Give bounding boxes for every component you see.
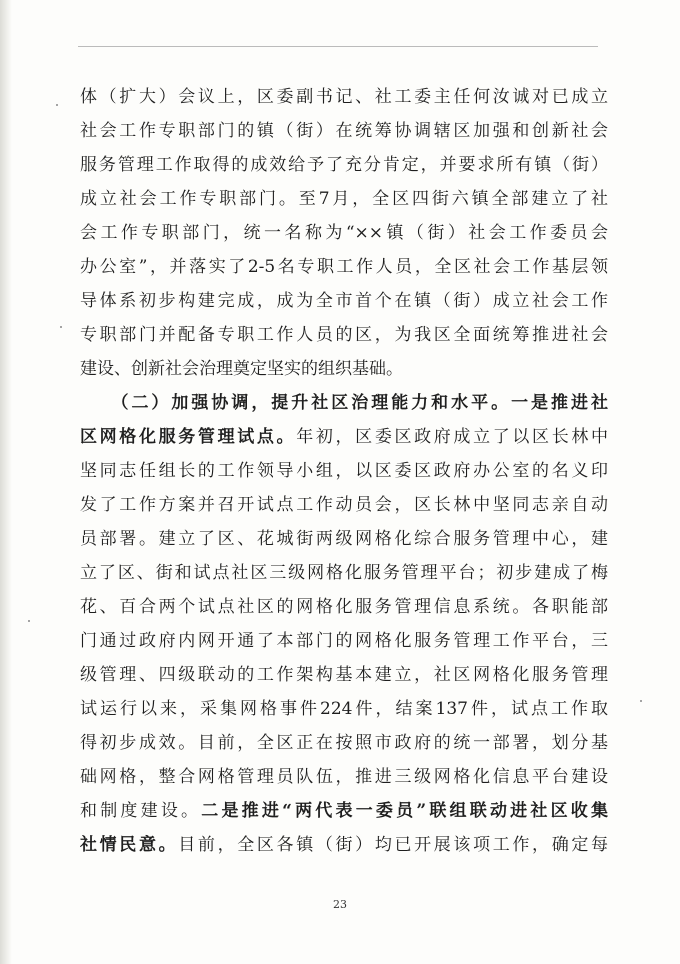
scan-speck: [60, 326, 62, 328]
text-line: 导体系初步构建完成，成为全市首个在镇（街）成立社会工作: [80, 291, 608, 311]
page-number: 23: [333, 898, 347, 911]
body-text: [80, 80, 608, 862]
text-line: 体（扩大）会议上，区委副书记、社工委主任何汝诚对已成立: [80, 87, 608, 107]
scan-speck: [56, 104, 58, 106]
text-line: 服务管理工作取得的成效给予了充分肯定，并要求所有镇（街）: [80, 155, 608, 175]
text-line: 会工作专职部门，统一名称为“××镇（街）社会工作委员会: [80, 223, 608, 243]
text-line: 立了区、街和试点社区三级网格化服务管理平台；初步建成了梅: [80, 563, 608, 583]
text-line: 得初步成效。目前，全区正在按照市政府的统一部署，划分基: [80, 733, 608, 753]
text-line: 建设、创新社会治理奠定坚实的组织基础。: [80, 359, 403, 379]
text-line: 社会工作专职部门的镇（街）在统筹协调辖区加强和创新社会: [80, 121, 608, 141]
text-line: 办公室”，并落实了2-5名专职工作人员，全区社会工作基层领: [80, 257, 608, 277]
section-heading-line: （二）加强协调，提升社区治理能力和水平。一是推进社: [80, 393, 608, 413]
text-line: 坚同志任组长的工作领导小组，以区委区政府办公室的名义印: [80, 461, 608, 481]
text-line: 成立社会工作专职部门。至7月，全区四街六镇全部建立了社: [80, 189, 608, 209]
text-line: 专职部门并配备专职工作人员的区，为我区全面统筹推进社会: [80, 325, 608, 345]
text-line: 础网格，整合网格管理员队伍，推进三级网格化信息平台建设: [80, 767, 608, 787]
text-line: 社情民意。目前，全区各镇（街）均已开展该项工作，确定每: [80, 835, 608, 855]
text-line: 级管理、四级联动的工作架构基本建立，社区网格化服务管理: [80, 665, 608, 685]
text-line: 发了工作方案并召开试点工作动员会，区长林中坚同志亲自动: [80, 495, 608, 515]
text-line: 花、百合两个试点社区的网格化服务管理信息系统。各职能部: [80, 597, 608, 617]
text-line: 区网格化服务管理试点。年初，区委区政府成立了以区长林中: [80, 427, 608, 447]
scan-speck: [640, 700, 642, 702]
text-line: 门通过政府内网开通了本部门的网格化服务管理工作平台，三: [80, 631, 608, 651]
header-rule: [78, 46, 598, 47]
text-line: 和制度建设。二是推进“两代表一委员”联组联动进社区收集: [80, 801, 608, 821]
scan-speck: [28, 620, 30, 622]
text-line: 试运行以来，采集网格事件224件，结案137件，试点工作取: [80, 699, 608, 719]
scan-edge-shadow: [0, 0, 12, 964]
text-line: 员部署。建立了区、花城街两级网格化综合服务管理中心，建: [80, 529, 608, 549]
